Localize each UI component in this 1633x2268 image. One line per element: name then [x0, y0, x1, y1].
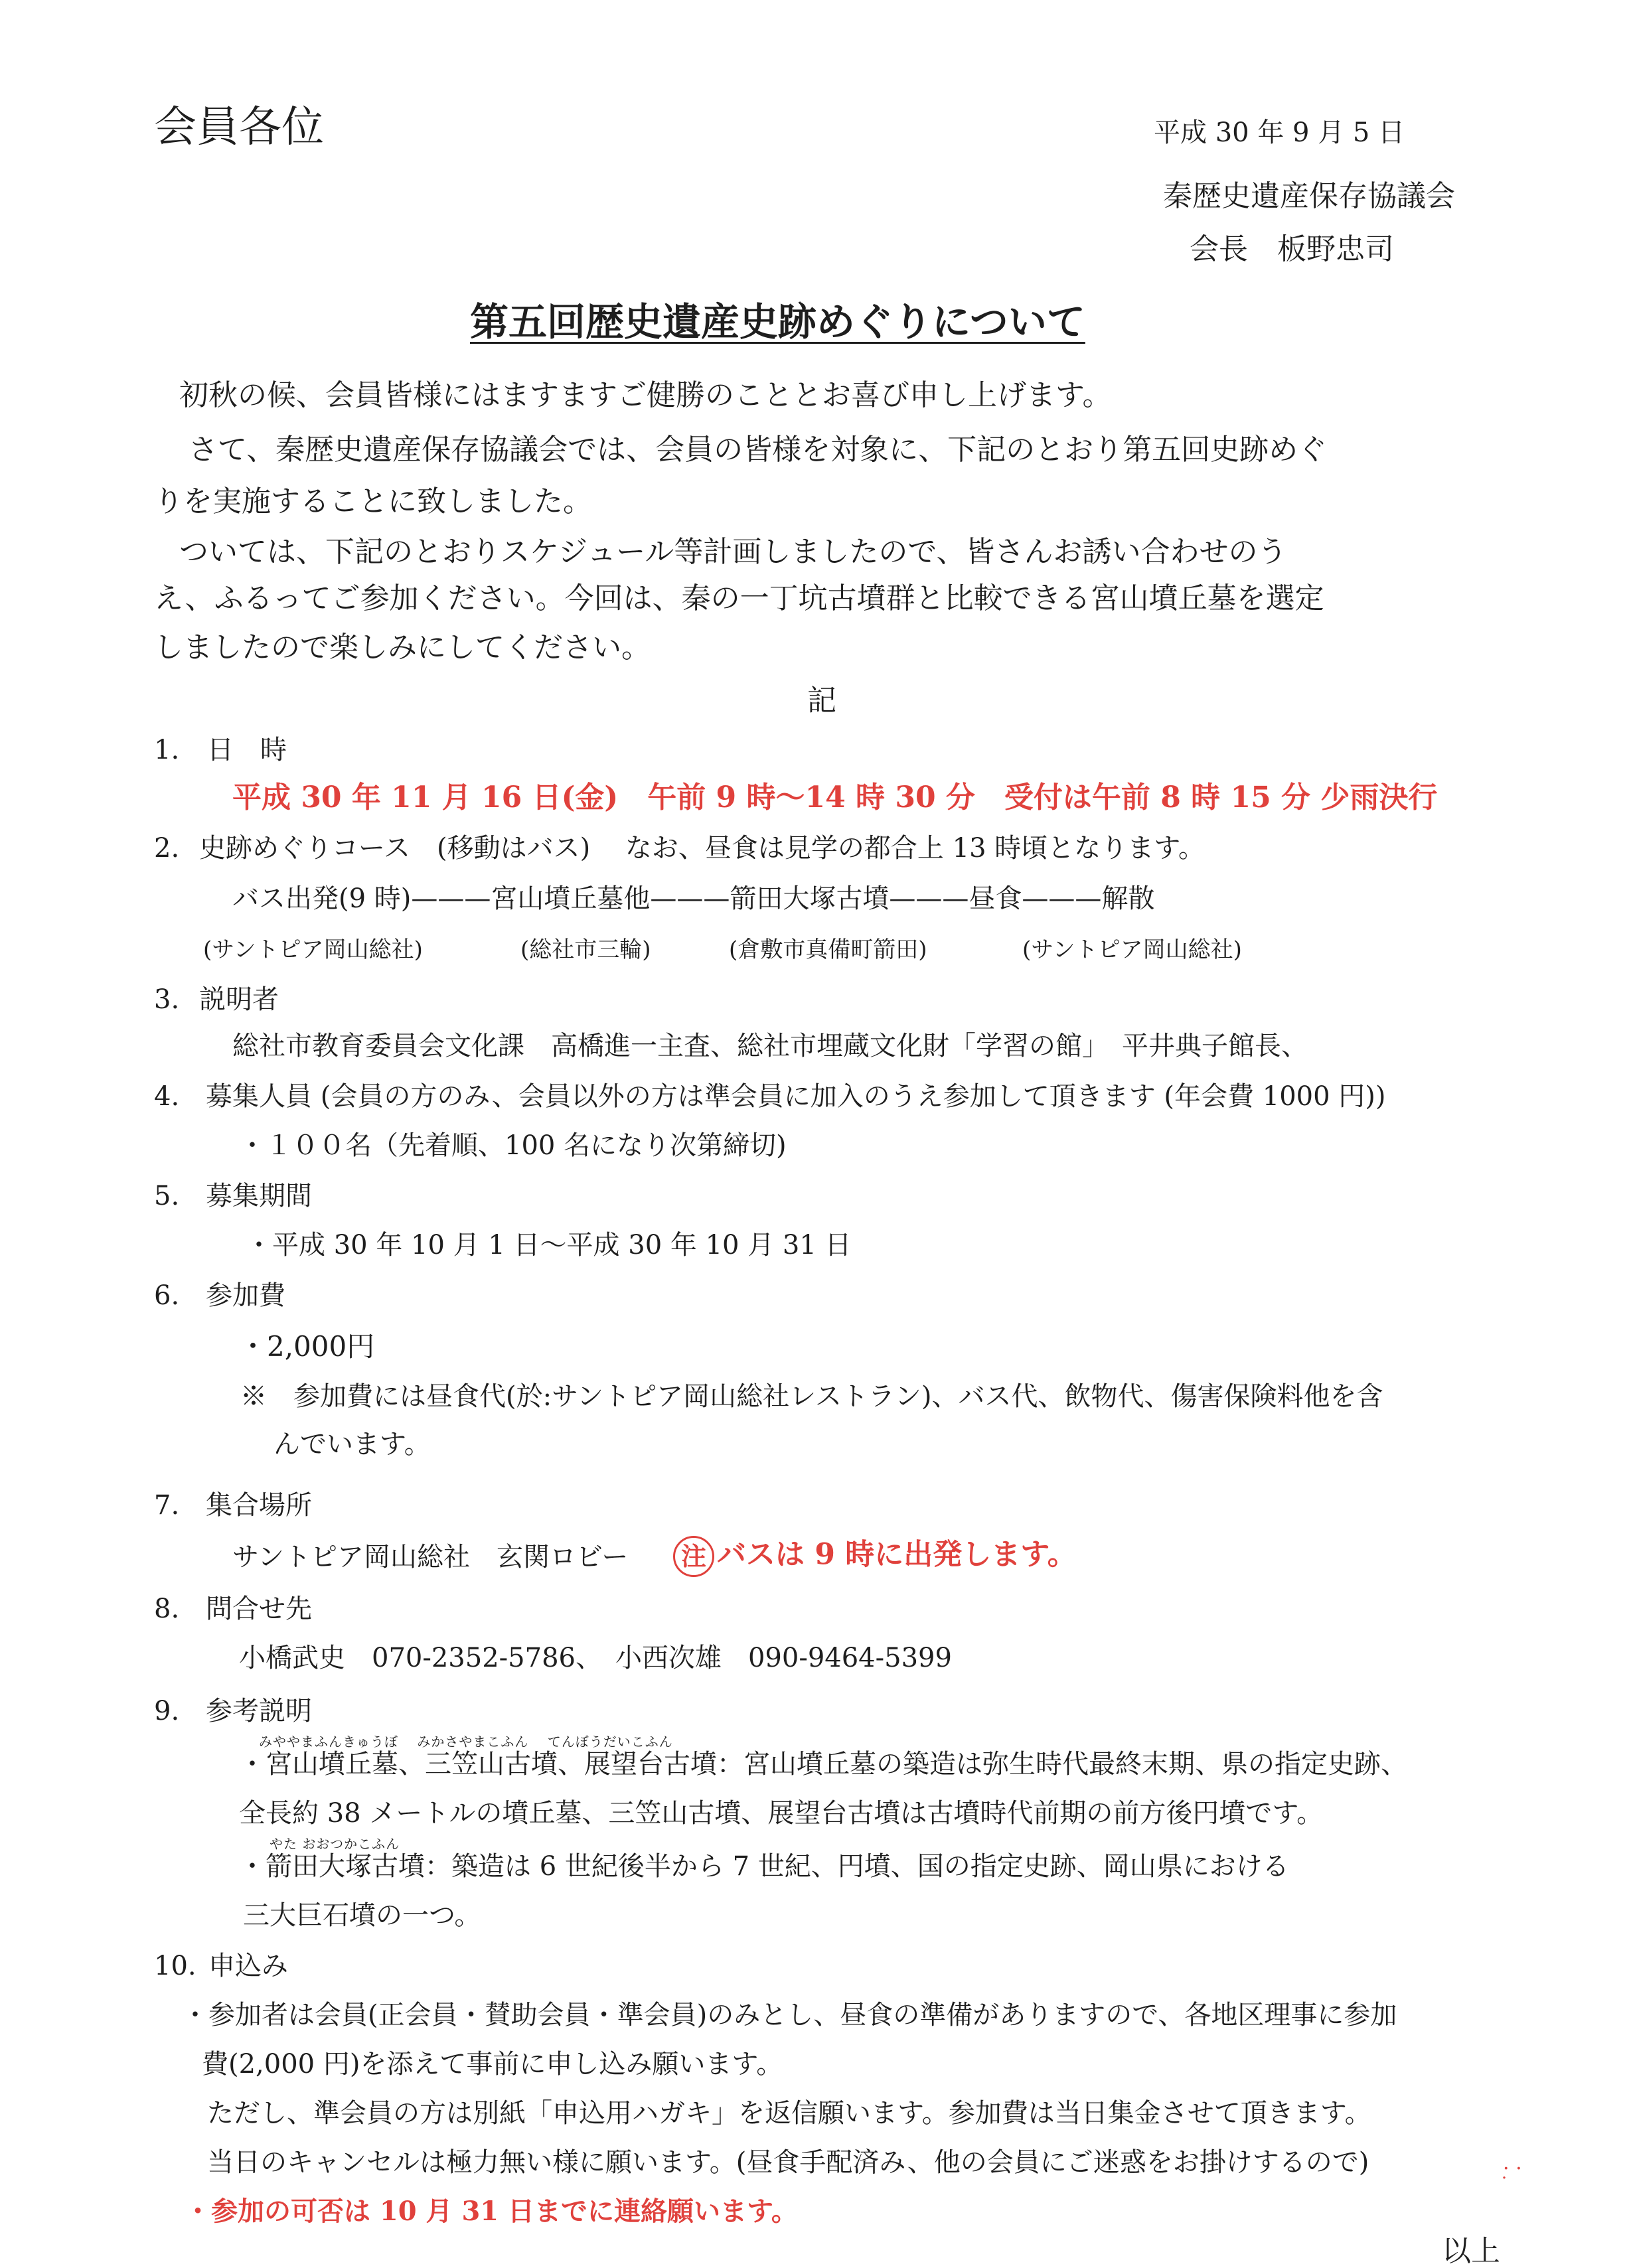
reference-line: 全長約 38 メートルの墳丘墓、三笠山古墳、展望台古墳は古墳時代前期の前方後円墳です。 [239, 1798, 1324, 1829]
course-location: (総社市三輪) [520, 937, 651, 963]
section-number: 3. [154, 984, 180, 1015]
reference-line: ・箭田大塚古墳：築造は 6 世紀後半から 7 世紀、円墳、国の指定史跡、岡山県における [239, 1851, 1289, 1882]
fee-note: ※ 参加費には昼食代(於:サントピア岡山総社レストラン)、バス代、飲物代、傷害保険料他を含 [240, 1381, 1383, 1412]
event-datetime: 平成 30 年 11 月 16 日(金) 午前 9 時～14 時 30 分 受付は午前 8 時 15 分 少雨決行 [232, 781, 1438, 814]
application-line: ・参加者は会員(正会員・賛助会員・準会員)のみとし、昼食の準備がありますので、各地区理事に参加 [182, 2000, 1397, 2030]
section-number: 10. [154, 1951, 196, 1981]
section-heading-meeting-place: 集合場所 [206, 1490, 312, 1521]
section-number: 5. [154, 1181, 180, 1211]
section-heading-datetime: 日 時 [207, 735, 287, 765]
section-number: 1. [154, 735, 180, 765]
reference-line: ・宮山墳丘墓、三笠山古墳、展望台古墳：宮山墳丘墓の築造は弥生時代最終末期、県の指定史跡、 [239, 1749, 1407, 1779]
intro-line: 初秋の候、会員皆様にはますますご健勝のこととお喜び申し上げます。 [179, 378, 1112, 412]
ruby-annotation: やた おおつかこふん [270, 1836, 400, 1852]
recipient: 会員各位 [154, 103, 324, 152]
intro-line: しましたので楽しみにしてください。 [154, 631, 651, 664]
closing-mark: 以上 [1442, 2234, 1500, 2268]
section-heading-reference: 参考説明 [206, 1696, 312, 1726]
intro-line: さて、秦歴史遺産保存協議会では、会員の皆様を対象に、下記のとおり第五回史跡めぐ [189, 433, 1328, 467]
application-line: 費(2,000 円)を添えて事前に申し込み願います。 [202, 2049, 783, 2079]
application-line: 当日のキャンセルは極力無い様に願います。(昼食手配済み、他の会員にご迷惑をお掛けするので) [207, 2147, 1369, 2178]
application-deadline: ・参加の可否は 10 月 31 日までに連絡願います。 [185, 2196, 798, 2227]
section-heading-contact: 問合せ先 [206, 1594, 312, 1624]
section-number: 6. [154, 1280, 180, 1311]
meeting-place: サントピア岡山総社 玄関ロビー [232, 1542, 629, 1572]
note-mark: 注 [673, 1536, 714, 1577]
organization-name: 秦歴史遺産保存協議会 [1163, 179, 1455, 213]
capacity-detail: ・１００名（先着順、100 名になり次第締切) [239, 1130, 787, 1161]
section-number: 4. [154, 1081, 180, 1112]
section-heading-capacity: 募集人員 (会員の方のみ、会員以外の方は準会員に加入のうえ参加して頂きます (年会費 1000 円)) [206, 1081, 1386, 1112]
presenters-detail: 総社市教育委員会文化課 高橋進一主査、総社市埋蔵文化財「学習の館」 平井典子館長、 [232, 1031, 1308, 1061]
course-location: (サントピア岡山総社) [203, 937, 423, 963]
contact-detail: 小橋武史 070-2352-5786、 小西次雄 090-9464-5399 [239, 1643, 952, 1673]
section-heading-fee: 参加費 [206, 1280, 285, 1311]
section-heading-presenters: 説明者 [199, 984, 279, 1015]
intro-line: ついては、下記のとおりスケジュール等計画しましたので、皆さんお誘い合わせのう [179, 535, 1287, 569]
section-number: 8. [154, 1594, 180, 1624]
course-location: (倉敷市真備町箭田) [729, 937, 927, 963]
president-name: 会長 板野忠司 [1190, 232, 1394, 266]
fee-note: んでいます。 [273, 1429, 431, 1460]
reference-line: 三大巨石墳の一つ。 [243, 1900, 481, 1931]
course-location: (サントピア岡山総社) [1022, 937, 1242, 963]
section-heading-course: 史跡めぐりコース (移動はバス) なお、昼食は見学の都合上 13 時頃となります。 [199, 833, 1205, 864]
section-heading-application: 申込み [208, 1951, 288, 1981]
fee-amount: ・2,000円 [239, 1330, 375, 1363]
section-number: 9. [154, 1696, 180, 1726]
ki-heading: 記 [807, 684, 836, 718]
document-date: 平成 30 年 9 月 5 日 [1154, 117, 1405, 148]
section-number: 2. [154, 833, 180, 864]
meeting-note [673, 1536, 1077, 1577]
application-line: ただし、準会員の方は別紙「申込用ハガキ」を返信願います。参加費は当日集金させて頂きます。 [207, 2098, 1371, 2129]
page-title: 第五回歴史遺産史跡めぐりについて [470, 299, 1085, 344]
stray-mark: ·̣ · [1503, 2157, 1522, 2180]
section-number: 7. [154, 1490, 180, 1521]
intro-line: りを実施することに致しました。 [154, 485, 592, 518]
intro-line: え、ふるってご参加ください。今回は、秦の一丁坑古墳群と比較できる宮山墳丘墓を選定 [154, 581, 1324, 615]
course-route: バス出発(9 時)———宮山墳丘墓他———箭田大塚古墳———昼食———解散 [232, 883, 1155, 914]
meeting-note-text: バスは 9 時に出発します。 [717, 1537, 1077, 1572]
section-heading-period: 募集期間 [206, 1181, 312, 1211]
ruby-annotation: みややまふんきゅうぼ みかさやまこふん てんぼうだいこふん [259, 1734, 673, 1750]
period-detail: ・平成 30 年 10 月 1 日～平成 30 年 10 月 31 日 [246, 1230, 852, 1260]
